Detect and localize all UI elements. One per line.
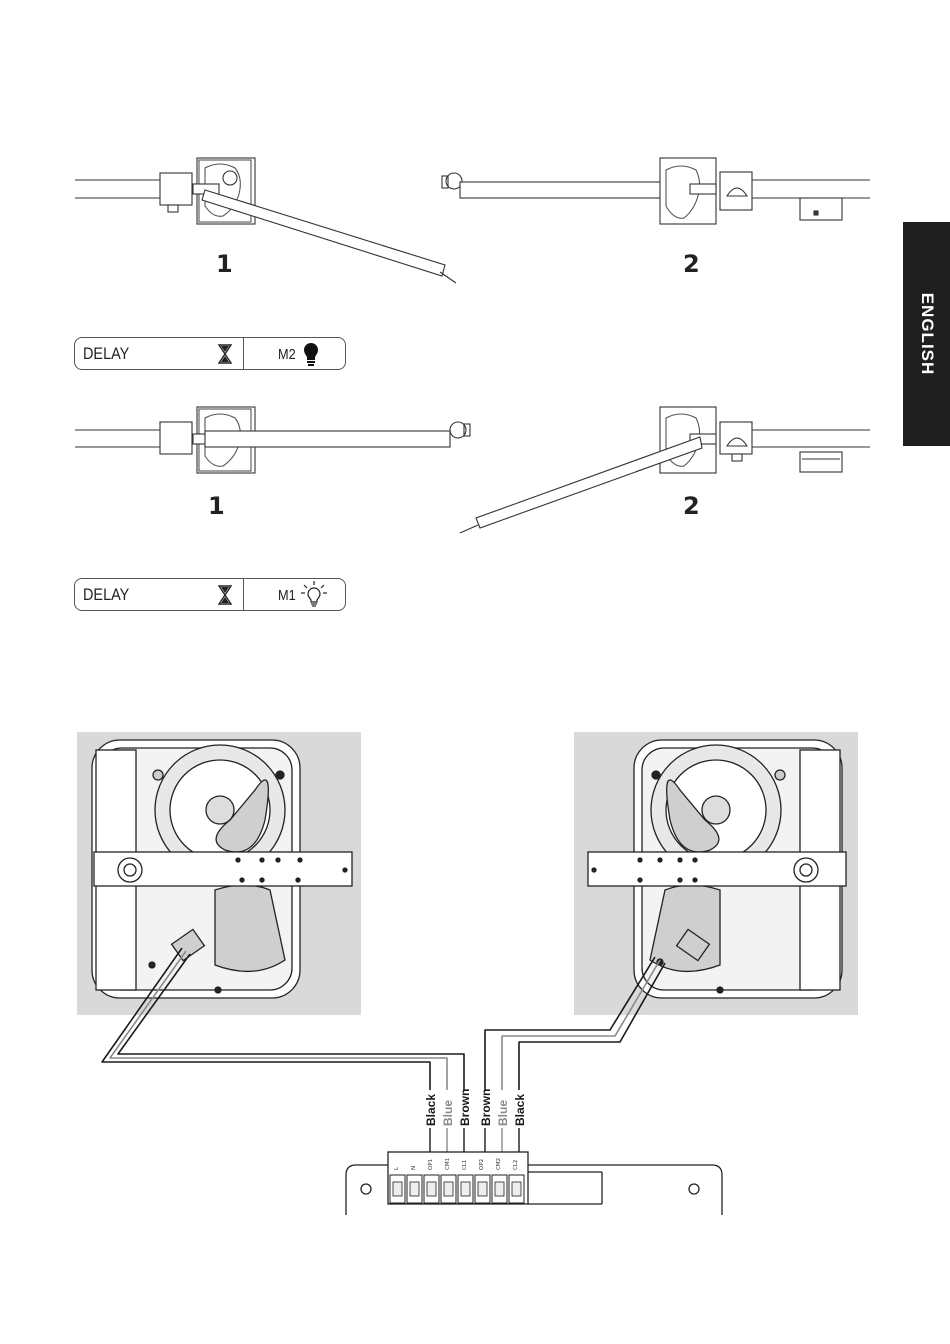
terminal-screw (427, 1182, 436, 1196)
terminal-label-cm1: CM1 (445, 1157, 451, 1170)
terminal-screw (410, 1182, 419, 1196)
terminal-label-cm2: CM2 (496, 1157, 502, 1170)
left-wire-label-brown: Brown (458, 1088, 472, 1126)
middle-step-2-label: 2 (683, 492, 700, 520)
middle-step-1-label: 1 (208, 492, 225, 520)
language-tab-label: ENGLISH (917, 292, 937, 376)
top-motor-label: M2 (278, 346, 296, 363)
terminal-screw (393, 1182, 402, 1196)
terminal-screw (461, 1182, 470, 1196)
right-wire-label-brown: Brown (479, 1088, 493, 1126)
right-wire-label-black: Black (513, 1093, 527, 1126)
terminal-label-n: N (411, 1165, 417, 1170)
terminal-label-op2: OP2 (479, 1158, 485, 1170)
terminal-label-cl2: CL2 (513, 1159, 519, 1170)
terminal-label-op1: OP1 (428, 1158, 434, 1170)
terminal-screw (512, 1182, 521, 1196)
top-step-1-label: 1 (216, 250, 233, 278)
middle-delay-label: DELAY (83, 585, 130, 604)
terminal-label-cl1: CL1 (462, 1159, 468, 1170)
terminal-screw (478, 1182, 487, 1196)
top-step-2-label: 2 (683, 250, 700, 278)
middle-motor-label: M1 (278, 587, 296, 604)
right-wire-label-blue: Blue (496, 1099, 510, 1126)
terminal-screw (444, 1182, 453, 1196)
top-delay-label: DELAY (83, 344, 130, 363)
left-wire-label-black: Black (424, 1093, 438, 1126)
terminal-label-l: L (394, 1166, 400, 1170)
left-wire-label-blue: Blue (441, 1099, 455, 1126)
terminal-screw (495, 1182, 504, 1196)
